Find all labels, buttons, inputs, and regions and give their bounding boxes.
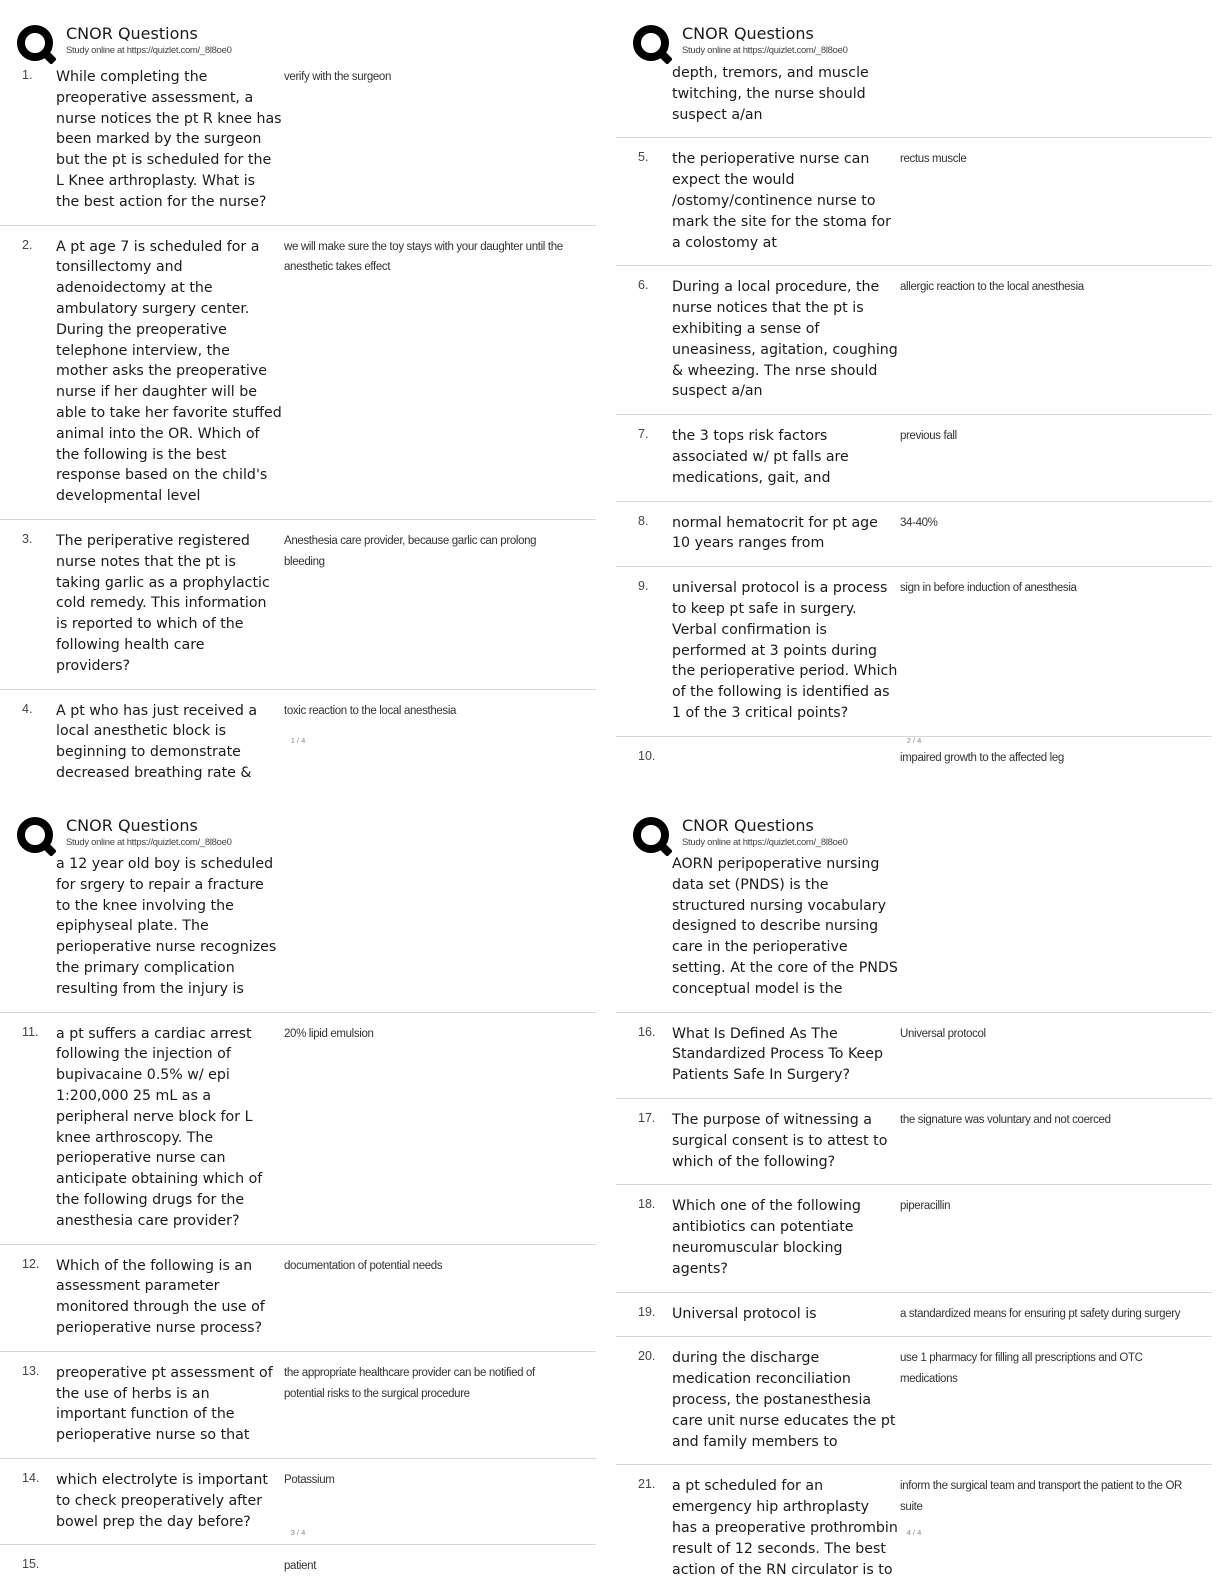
page-1 [0,0,596,792]
page-number: 1 / 4 [290,736,306,745]
quizlet-logo-icon [16,816,56,856]
question-row [0,56,596,226]
header-title: CNOR Questions [66,24,198,43]
question-continuation [616,854,1212,1013]
answer-text: piperacillin [900,1200,951,1213]
page-2 [616,0,1212,792]
answer-text: Anesthesia care provider, because garlic can prolong bleeding [284,534,537,568]
question-text: The purpose of witnessing a surgical consent is to attest to which of the following? [672,1111,888,1170]
question-row [0,520,596,690]
answer-text: the appropriate healthcare provider can be notified of potential risks to the surgical procedure [284,1366,535,1400]
question-text: During a local procedure, the nurse notices that the pt is exhibiting a sense of uneasiness, agitation, coughing & wheezing. The nrse should suspect a/an [672,279,898,400]
question-number: 13. [22,1363,40,1378]
question-text: While completing the preoperative assessment, a nurse notices the pt R knee has been marked by the surgeon but the pt is scheduled for the L Knee arthroplasty. What is the best action for the nurse? [56,69,282,210]
question-list [616,854,1212,1584]
question-number: 15. [22,1557,40,1572]
question-number: 17. [638,1110,656,1125]
answer-text: rectus muscle [900,153,967,166]
question-number: 4. [22,701,33,716]
continued-question-text: a 12 year old boy is scheduled for srgery to repair a fracture to the knee involving the epiphyseal plate. The perioperative nurse recognizes the primary complication resulting from the injury is [56,856,277,997]
question-text: Which of the following is an assessment parameter monitored through the use of perioperative nurse process? [56,1257,265,1336]
question-text: preoperative pt assessment of the use of herbs is an important function of the perioperative nurse so that [56,1364,273,1444]
answer-text: Universal protocol [900,1027,986,1040]
continued-question-text: AORN peripoperative nursing data set (PNDS) is the structured nursing vocabulary designed to describe nursing care in the perioperative setting. At the core of the PNDS conceptual model is the [672,856,898,997]
question-number: 11. [22,1024,39,1039]
question-row [616,1293,1212,1338]
question-row [616,1337,1212,1465]
question-row [0,1545,596,1584]
continued-question-text: depth, tremors, and muscle twitching, the nurse should suspect a/an [672,65,869,123]
answer-text: sign in before induction of anesthesia [900,582,1077,595]
header-subtitle[interactable]: Study online at https://quizlet.com/_8l8oe0 [66,45,232,56]
question-number: 10. [638,748,656,763]
question-row [616,1185,1212,1292]
question-row [616,567,1212,737]
answer-text: 34-40% [900,516,938,529]
question-number: 3. [22,531,33,546]
question-number: 21. [638,1477,656,1492]
header-title: CNOR Questions [682,24,814,43]
question-row [616,266,1212,415]
question-row [616,502,1212,568]
question-text [672,748,898,768]
page-4 [616,792,1212,1584]
question-text: the perioperative nurse can expect the would /ostomy/continence nurse to mark the site for the stoma for a colostomy at [672,151,891,251]
answer-text: previous fall [900,430,957,443]
question-text: during the discharge medication reconciliation process, the postanesthesia care unit nurse educates the pt and family members to [672,1350,896,1450]
answer-text: impaired growth to the affected leg [900,751,1064,764]
question-text: which electrolyte is important to check preoperatively after bowel prep the day before? [56,1471,268,1530]
question-list [0,854,596,1584]
page-header [16,20,596,60]
question-row [0,1352,596,1459]
question-row [616,1465,1212,1584]
question-text: the 3 tops risk factors associated w/ pt falls are medications, gait, and [672,428,849,486]
page-number: 3 / 4 [290,1528,306,1537]
question-list [0,56,596,792]
question-row [616,415,1212,501]
question-number: 14. [22,1470,40,1485]
question-number: 18. [638,1197,656,1212]
answer-text: we will make sure the toy stays with your daughter until the anesthetic takes effect [284,240,563,274]
question-text: universal protocol is a process to keep pt safe in surgery. Verbal confirmation is performed at 3 points during the perioperative period. Which of the following is identified as 1 of the 3 critical points? [672,580,898,721]
question-text: Which one of the following antibiotics can potentiate neuromuscular blocking agents? [672,1198,861,1277]
question-number: 2. [22,237,33,252]
answer-text: toxic reaction to the local anesthesia [284,704,457,717]
question-number: 16. [638,1024,656,1039]
page-header [632,20,1212,60]
question-number: 12. [22,1256,40,1271]
answer-text: patient [284,1560,317,1573]
question-continuation [616,63,1212,138]
question-number: 8. [638,513,649,528]
question-row [0,226,596,520]
question-text: a pt scheduled for an emergency hip arthroplasty has a preoperative prothrombin result of 12 seconds. The best action of the RN circulator is to [672,1478,898,1578]
question-continuation [0,854,596,1013]
question-text: a pt suffers a cardiac arrest following the injection of bupivacaine 0.5% w/ epi 1:200,000 25 mL as a peripheral nerve block for L knee arthroscopy. The perioperative nurse can anticipate obtaining which of the following drugs for the anesthesia care provider? [56,1025,263,1229]
question-list [616,63,1212,780]
question-text: A pt who has just received a local anesthetic block is beginning to demonstrate decreased breathing rate & [56,702,258,781]
question-number: 20. [638,1349,656,1364]
question-text: normal hematocrit for pt age 10 years ranges from [672,514,878,552]
quizlet-logo-icon [632,816,672,856]
answer-text: allergic reaction to the local anesthesia [900,281,1084,294]
question-row [0,1013,596,1245]
answer-text: 20% lipid emulsion [284,1027,374,1040]
header-subtitle[interactable]: Study online at https://quizlet.com/_8l8oe0 [66,837,232,848]
answer-text: documentation of potential needs [284,1259,443,1272]
question-text: Universal protocol is [672,1305,817,1322]
answer-text: use 1 pharmacy for filling all prescriptions and OTC medications [900,1352,1143,1386]
question-text [56,1556,282,1576]
header-subtitle[interactable]: Study online at https://quizlet.com/_8l8oe0 [682,837,848,848]
question-row [616,1013,1212,1099]
question-number: 9. [638,579,649,594]
question-number: 7. [638,427,649,442]
question-row [616,1099,1212,1185]
answer-text: a standardized means for ensuring pt safety during surgery [900,1307,1181,1320]
question-row [616,138,1212,266]
question-text: A pt age 7 is scheduled for a tonsillectomy and adenoidectomy at the ambulatory surgery center. During the preoperative telephone interview, the mother asks the preoperative nurse if her daughter will be able to take her favorite stuffed animal into the OR. Which of the following is the best response based on the child's developmental level [56,238,282,505]
page-number: 4 / 4 [906,1528,922,1537]
question-number: 19. [638,1304,656,1319]
quizlet-logo-icon [632,24,672,64]
question-text: The periperative registered nurse notes that the pt is taking garlic as a prophylactic cold remedy. This information is reported to which of the following health care providers? [56,532,270,674]
question-row [0,1245,596,1352]
answer-text: verify with the surgeon [284,71,392,83]
header-title: CNOR Questions [66,816,198,835]
question-number: 5. [638,150,649,165]
page-header [16,812,596,852]
header-title: CNOR Questions [682,816,814,835]
answer-text: the signature was voluntary and not coerced [900,1113,1111,1126]
question-number: 1. [22,68,33,82]
question-number: 6. [638,278,649,293]
page-number: 2 / 4 [906,736,922,745]
answer-text: Potassium [284,1473,335,1486]
answer-text: inform the surgical team and transport the patient to the OR suite [900,1480,1182,1514]
header-subtitle[interactable]: Study online at https://quizlet.com/_8l8oe0 [682,45,848,56]
page-header [632,812,1212,852]
page-3 [0,792,596,1584]
question-text: What Is Defined As The Standardized Process To Keep Patients Safe In Surgery? [672,1025,884,1084]
